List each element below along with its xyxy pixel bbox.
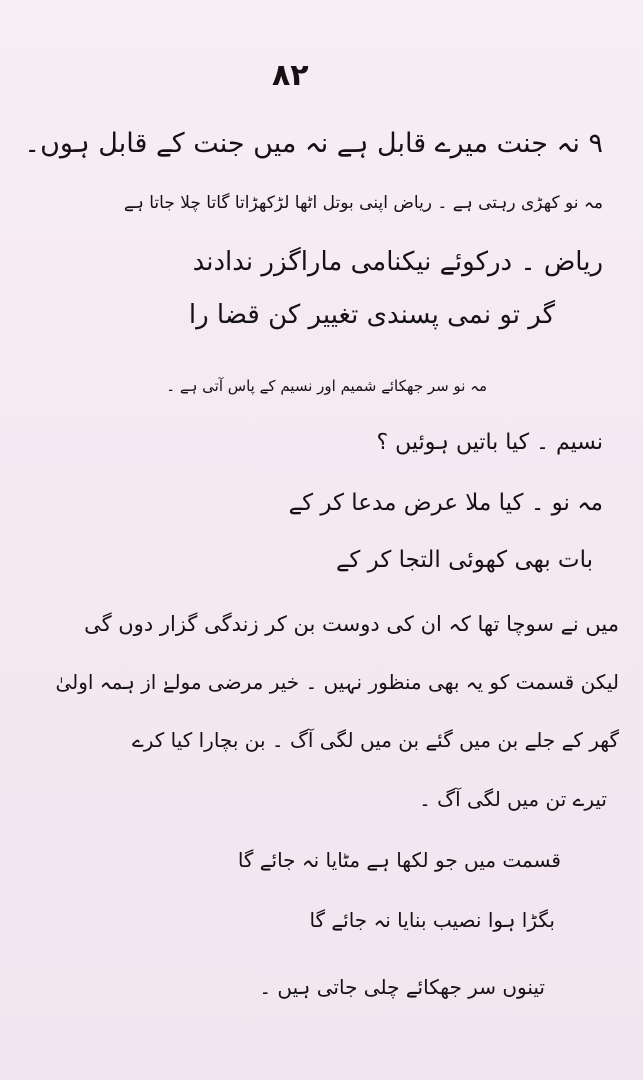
text-line: لیکن قسمت کو یہ بھی منظور نہیں ۔ خیر مرضی مولےٰ از ہمہ اولیٰ	[55, 670, 619, 694]
text-line: ٩ نہ جنت میرے قابل ہے نہ میں جنت کے قابل ہوں۔	[24, 128, 603, 159]
text-line: تینوں سر جھکائے چلی جاتی ہیں ۔	[259, 975, 545, 999]
text-line: نسیم ۔ کیا باتیں ہوئیں ؟	[376, 430, 603, 455]
page-number: ۸۲	[272, 58, 309, 93]
text-line: میں نے سوچا تھا کہ ان کی دوست بن کر زندگی گزار دوں گی	[84, 612, 619, 636]
text-line: گر تو نمی پسندی تغییر کن قضا را	[188, 300, 555, 330]
text-line: مہ نو ۔ کیا ملا عرض مدعا کر کے	[288, 490, 603, 516]
text-line: مہ نو سر جھکائے شمیم اور نسیم کے پاس آتی ہے ۔	[166, 377, 487, 395]
text-line: تیرے تن میں لگی آگ ۔	[419, 787, 607, 811]
text-line: بگڑا ہوا نصیب بنایا نہ جائے گا	[309, 908, 555, 932]
text-line: گھر کے جلے بن میں گئے بن میں لگی آگ ۔ بن بچارا کیا کرے	[131, 728, 619, 752]
text-line: بات بھی کھوئی التجا کر کے	[335, 547, 593, 573]
text-line: مہ نو کھڑی رہتی ہے ۔ ریاض اپنی بوتل اٹھا لڑکھڑاتا گاتا چلا جاتا ہے	[123, 193, 603, 213]
text-line: قسمت میں جو لکھا ہے مٹایا نہ جائے گا	[237, 848, 561, 872]
text-line: ریاض ۔ درکوئے نیکنامی ماراگزر ندادند	[192, 247, 603, 277]
